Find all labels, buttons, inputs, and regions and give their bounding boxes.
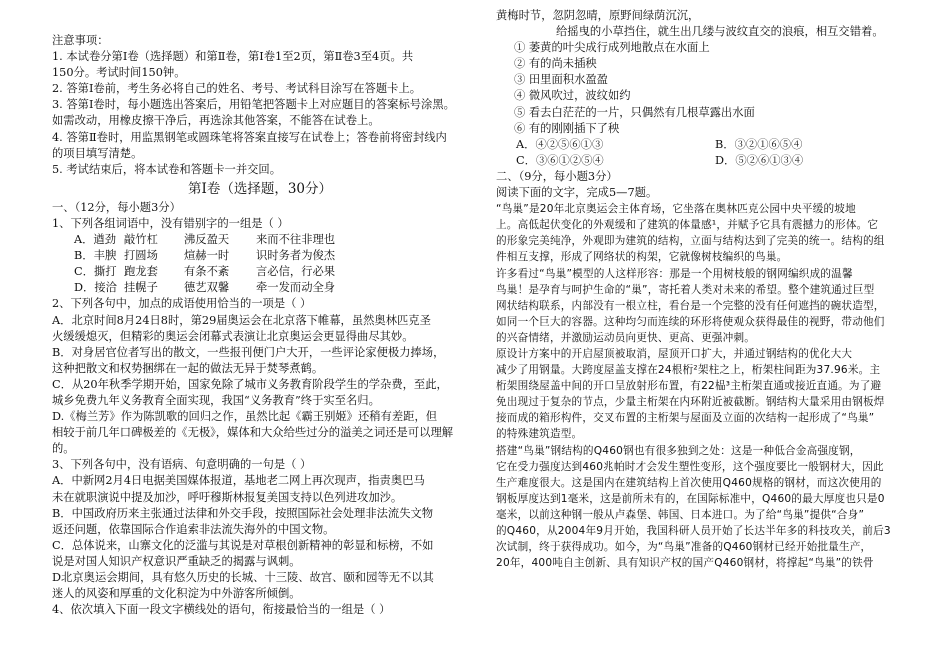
passage-line: 件相互支撑，形成了网络状的构架，它就像树枝编织的鸟巢。 (496, 251, 788, 264)
option-cell: 有条不紊 (184, 265, 230, 279)
passage-line: 生产难度很大。这是国内在建筑结构上首次使用Q460规格的钢材，而这次使用的 (496, 476, 882, 489)
notes-title: 注意事项： (52, 34, 109, 47)
reading-passage (496, 201, 914, 571)
passage-line: 的Q460，从2004年9月开始，我国科研人员开始了长达半年多的科技攻关，前后3 (496, 525, 891, 537)
passage-line: 它在受力强度达到460兆帕时才会发生塑性变形，这个强度要比一般钢材大，因此 (496, 460, 884, 473)
passage-line: 搭建“鸟巢”钢结构的Q460钢也有很多独到之处：这是一种低合金高强度钢， (496, 444, 861, 457)
option-row (52, 264, 468, 280)
option-cell: 来而不往非理也 (256, 233, 336, 247)
list-item: ⑥ 有的刚刚插下了秧 (514, 121, 620, 135)
question-text-line: B．中国政府历来主张通过法律和外交手段，按照国际社会处理非法流失文物 (52, 506, 434, 520)
note-line: 4. 答第Ⅱ卷时，用监黑钢笔或圆珠笔将答案直接写在试卷上；答卷前将密封线内 (52, 130, 447, 144)
option-cell: 牵一发而动全身 (256, 281, 336, 295)
option-cell: 沸反盈天 (184, 233, 230, 247)
list-item: ④ 微风吹过，波纹如约 (514, 89, 631, 103)
passage-line: 减少了用钢量。大跨度屋盖支撑在24根桁²架柱之上，桁架柱间距为37.96米。主 (496, 364, 881, 377)
option-cell: 识时务者为俊杰 (256, 249, 336, 263)
passage-line: 网状结构联系，内部没有一根立柱，看台是一个完整的没有任何遮挡的碗状造型， (496, 299, 885, 312)
part1-heading: 一、（12分，每小题3分） (52, 200, 181, 214)
note-line: 5. 考试结束后，将本试卷和答题卡一并交回。 (52, 162, 282, 176)
question-3 (52, 457, 468, 602)
option-row (52, 248, 468, 264)
question-text-line: C．从20年秋季学期开始，国家免除了城市义务教育阶段学生的学杂费，至此， (52, 377, 448, 391)
passage-line: 钢板厚度达到1毫米，这是前所未有的，在国际标准中，Q460的最大厚度也只是0 (496, 492, 885, 505)
question-text-line: C．总体说来，山寨文化的泛滥与其说是对草根创新精神的彰显和标榜，不如 (52, 538, 434, 552)
question-4-text-line: 黄梅时节，忽阴忽晴，原野间绿荫沉沉， (496, 9, 700, 22)
question-2 (52, 296, 468, 457)
question-stem: 2、下列各句中，加点的成语使用恰当的一项是（ ） (52, 297, 312, 311)
left-column (52, 33, 468, 618)
option-cell: D．接洽 (74, 281, 117, 295)
note-line: 150分。考试时间150钟。 (52, 66, 186, 80)
list-item: ① 萎黄的叶尖成行成列地散点在水面上 (514, 41, 710, 55)
note-line: 如需改动，用橡皮擦干净后，再选涂其他答案，不能答在试卷上。 (52, 114, 380, 128)
passage-line: 鸟巢！是孕育与呵护生命的“巢”，寄托着人类对未来的希望。整个建筑通过巨型 (496, 283, 875, 296)
question-text-line: 未在就职演说中提及加沙，呼吁穆斯林报复美国支持以色列进攻加沙。 (52, 490, 403, 504)
note-line: 2. 答第Ⅰ卷前，考生务必将自己的姓名、考号、考试科目涂写在答题卡上。 (52, 82, 422, 96)
option-cell: B．丰腴 (74, 249, 117, 263)
passage-line: 上。高低起伏变化的外观缓和了建筑的体量感¹，并赋予它具有震撼力的形体。它 (496, 219, 879, 232)
notes-list (52, 49, 468, 178)
passage-line: 的特殊建筑造型。 (496, 428, 583, 441)
question-text-line: 的。 (52, 442, 75, 456)
passage-line: 毫米，以前这种钢一般从卢森堡、韩国、日本进口。为了给“鸟巢”提供“合身” (496, 508, 865, 521)
option-cell: C．撕打 (74, 265, 117, 279)
question-4-items (496, 40, 914, 137)
question-stem: 3、下列各句中，没有语病、句意明确的一句是（ ） (52, 458, 312, 472)
option-row (52, 232, 468, 248)
question-text-line: 返还问题，依靠国际合作追索非法流失海外的中国文物。 (52, 522, 335, 536)
passage-line: 的形象完美纯净，外观即为建筑的结构，立面与结构达到了完美的统一。结构的组 (496, 235, 885, 248)
question-text-line: 城乡免费九年义务教育全面实现，我国“义务教育”终于实至名归。 (52, 393, 380, 407)
passage-line: 许多看过“鸟巢”模型的人这样形容：那是一个用树枝般的钢网编织成的温馨 (496, 267, 853, 280)
list-item: ③ 田里面积水盈盈 (514, 73, 608, 87)
passage-line: 桁架围绕屋盖中间的开口呈放射形布置，有22榀³主桁架直通或接近直通。为了避 (496, 380, 882, 393)
question-4-stem: 4、依次填入下面一段文字横线处的语句，衔接最恰当的一组是（ ） (52, 603, 391, 617)
passage-line: 如同一个巨大的容器。这种均匀而连续的环形将使观众获得最佳的视野，带动他们 (496, 315, 885, 328)
question-1 (52, 216, 468, 296)
question-text-line: 说是对国人知识产权意识严重缺乏的揭露与讽刺。 (52, 554, 301, 568)
note-line: 3. 答第Ⅰ卷时，每小题选出答案后，用铅笔把答题卡上对应题目的答案标号涂黑。 (52, 98, 455, 112)
passage-line: 的兴奋情绪，并激励运动员向更快、更高、更强冲刺。 (496, 331, 756, 344)
right-column (496, 8, 914, 571)
option-row (496, 137, 914, 153)
passage-line: 次试制，终于获得成功。如今，为“鸟巢”准备的Q460钢材已经开始批量生产， (496, 541, 872, 554)
question-text-line: 相较于前几年口碑极差的《无极》，媒体和大众给些过分的溢美之词还是可以理解 (52, 426, 454, 440)
question-4-text-line: 给摇曳的小草挡住，就生出几缕与波纹直交的浪痕，相互交错着。 (556, 25, 884, 39)
question-text-line: 火缓缓熄灭，但精彩的奥运会闭幕式表演让北京奥运会更显得曲尽其妙。 (52, 329, 414, 343)
option-cell: A．遒劲 (74, 233, 117, 247)
passage-line: “鸟巢”是20年北京奥运会主体育场，它坐落在奥林匹克公园中央平缓的坡地 (496, 203, 856, 216)
option-cell: 挂幌子 (124, 281, 158, 295)
question-text-line: A．中新网2月4日电据美国媒体报道，基地老二网上再次现声，指责奥巴马 (52, 474, 425, 488)
list-item: ② 有的尚未插秧 (514, 57, 597, 71)
passage-line: 接而成的箱形构件，交叉布置的主桁架与屋面及立面的次结构一起形成了“鸟巢” (496, 412, 875, 425)
option-b: B．③②①⑥⑤④ (715, 137, 803, 151)
part2-heading: 二、（9分，每小题3分） (496, 169, 618, 183)
option-cell: 跑龙套 (124, 265, 158, 279)
question-text-line: D北京奥运会期间，具有悠久历史的长城、十三陵、故宫、颐和园等无不以其 (52, 571, 434, 584)
option-cell: 煊赫一时 (184, 249, 230, 263)
option-c: C．③⑥①②⑤④ (516, 153, 604, 167)
passage-line: 20年，400吨自主创新、具有知识产权的国产Q460钢材，将撑起“鸟巢”的铁骨 (496, 557, 874, 570)
option-row (496, 153, 914, 169)
note-line: 的项目填写清楚。 (52, 146, 143, 160)
passage-line: 免出现过于复杂的节点，少量主桁架在内环附近被截断。钢结构大量采用由钢板焊 (496, 396, 885, 409)
note-line: 1. 本试卷分第Ⅰ卷（选择题）和第Ⅱ卷，第Ⅰ卷1至2页，第Ⅱ卷3至4页。共 (52, 50, 414, 64)
question-text-line: 这种把散文和权势捆绑在一起的做法无异于焚琴煮鹤。 (52, 361, 324, 375)
option-cell: 打圆场 (124, 249, 158, 263)
question-text-line: D.《梅兰芳》作为陈凯歌的回归之作，虽然比起《霸王别姬》还稍有差距，但 (52, 410, 438, 424)
list-item: ⑤ 看去白茫茫的一片，只偶然有几根草露出水面 (514, 105, 755, 119)
question-text-line: 迷人的风姿和厚重的文化积淀为中外游客所倾倒。 (52, 587, 301, 601)
question-text-line: A．北京时间8月24日8时，第29届奥运会在北京落下帷幕，虽然奥林匹克圣 (52, 313, 431, 327)
option-cell: 德艺双馨 (184, 281, 230, 295)
option-row (52, 280, 468, 296)
option-cell: 敲竹杠 (124, 233, 158, 247)
question-stem: 1、下列各组词语中，没有错别字的一组是（ ） (52, 216, 289, 230)
section-title: 第Ⅰ卷（选择题，30分） (187, 180, 332, 197)
option-cell: 言必信，行必果 (256, 265, 336, 279)
question-text-line: B．对身居官位者写出的散文，一些报刊便门户大开，一些评论家便极力捧场， (52, 345, 445, 359)
part2-intro: 阅读下面的文字，完成5—7题。 (496, 186, 658, 200)
passage-line: 原设计方案中的开启屋顶被取消，屋顶开口扩大，并通过钢结构的优化大大 (496, 347, 853, 360)
option-a: A．④②⑤⑥①③ (516, 137, 604, 151)
option-d: D．⑤②⑥①③④ (715, 153, 804, 167)
